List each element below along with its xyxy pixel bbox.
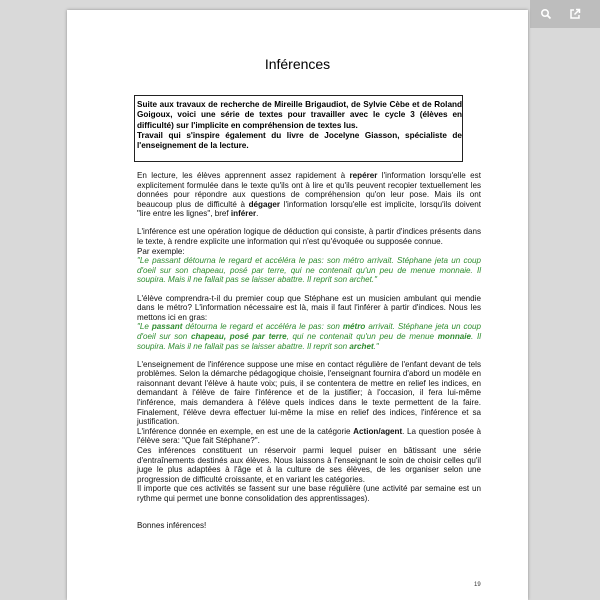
text-span: arrivait. Stéphane jeta un coup d'oeil sur son	[137, 322, 481, 341]
zoom-button[interactable]	[536, 4, 556, 24]
text-span: "Le	[137, 322, 152, 332]
text-span: .	[256, 209, 259, 219]
example-quote-1: "Le passant détourna le regard et accéléra le pas: son métro arrivait. Stéphane jeta un coup d'oeil sur son chapeau, posé par terre, qui ne contenait qu'un peu de menue monnaie. Il soupira. Mais il ne fallait pas se laisser abattre. Il reprit son archet."	[137, 256, 481, 285]
text-span: . La question posée à l'élève sera: "Que fait Stéphane?".	[137, 426, 481, 446]
text-span: , qui ne contenait qu'un peu de menue	[286, 331, 438, 341]
paragraph-2: L'inférence est une opération logique de déduction qui consiste, à partir d'indices présents dans le texte, à rendre explicite une information qui n'est qu'évoquée ou supposée connue.	[137, 227, 481, 247]
magnifier-icon	[540, 8, 552, 20]
bold-term: Action/agent	[353, 426, 403, 436]
clue-word: métro	[342, 322, 366, 332]
body-text	[137, 171, 481, 530]
viewer-toolbar	[530, 0, 600, 28]
paragraph-1	[137, 171, 481, 219]
document-page	[67, 10, 528, 600]
page-title: Inférences	[264, 56, 331, 72]
intro-box	[134, 95, 463, 162]
paragraph-4: L'enseignement de l'inférence suppose une mise en contact régulière de l'enfant devant de tels problèmes. Selon la démarche pédagogique choisie, l'enseignant fournira d'abord un modèle en raisonnant devant l'élève à haute voix; puis, il se contentera de mettre en relief les indices, en demandant à l'élève de faire l'inférence et de la justifier; à l'occasion, il fera lui-même l'inférence, mais demandera à l'élève quels indices dans le texte permettent de la faire. Finalement, l'élève devra effectuer lui-même la mise en relief des indices, l'inférence et sa justification.	[137, 359, 481, 427]
text-span: détourna le regard et accéléra le pas: son	[182, 322, 343, 332]
example-quote-2	[137, 322, 481, 351]
example-label: Par exemple:	[137, 246, 185, 256]
closing-line: Bonnes inférences!	[137, 520, 207, 530]
open-external-icon	[569, 8, 581, 20]
paragraph-6: Ces inférences constituent un réservoir parmi lequel puiser en bâtissant une série d'entraînements destinés aux élèves. Nous laissons à l'enseignant le soin de choisir celles qu'il juge le plus adaptées à l'âge et à la culture de ses élèves, de les organiser selon une progression de difficulté croissante, et en variant les catégories.	[137, 445, 481, 484]
page-number: 19	[474, 582, 481, 588]
open-external-button[interactable]	[565, 4, 585, 24]
bold-term: repérer	[349, 171, 378, 180]
text-span: l'information lorsqu'elle est explicitement formulée dans le texte qu'ils ont à lire et qu'ils peuvent recopier textuellement les données pour répondre aux questions de compréhension qu'on leur pose. Mais ils ont beaucoup plus de difficulté à	[137, 171, 481, 209]
text-span: En lecture, les élèves apprennent assez rapidement à	[137, 171, 350, 180]
clue-word: passant	[151, 322, 183, 332]
text-span: ."	[373, 341, 379, 351]
intro-text: Suite aux travaux de recherche de Mireille Brigaudiot, de Sylvie Cèbe et de Roland Goigoux, voici une série de textes pour travailler avec le cycle 3 (élèves en difficulté) sur l'implicite en compréhension de textes lus.	[137, 100, 462, 130]
paragraph-5	[137, 427, 481, 446]
clue-word: monnaie	[437, 331, 472, 341]
bold-term: dégager	[248, 199, 281, 209]
intro-text-2: Travail qui s'inspire également du livre de Jocelyne Giasson, spécialiste de l'enseignement de la lecture.	[137, 130, 462, 151]
text-span: . Il soupira. Mais il ne fallait pas se laisser abattre. Il reprit son	[137, 331, 481, 351]
clue-word: archet	[349, 341, 374, 351]
text-span: L'inférence donnée en exemple, en est une de la catégorie	[137, 426, 354, 436]
text-span: l'information lorsqu'elle est implicite, lorsqu'ils doivent "lire entre les lignes", bref	[137, 199, 481, 219]
bold-term: inférer	[230, 209, 257, 219]
paragraph-3: L'élève comprendra-t-il du premier coup que Stéphane est un musicien ambulant qui mendie dans le métro? L'information nécessaire est là, mais il faut l'inférer à partir d'indices. Nous les mettons ici en gras:	[137, 293, 481, 322]
paragraph-7: Il importe que ces activités se fassent sur une base régulière (une activité par semaine est un rythme qui permet une bonne consolidation des apprentissages).	[137, 484, 481, 503]
clue-word: chapeau, posé par terre	[190, 331, 287, 341]
